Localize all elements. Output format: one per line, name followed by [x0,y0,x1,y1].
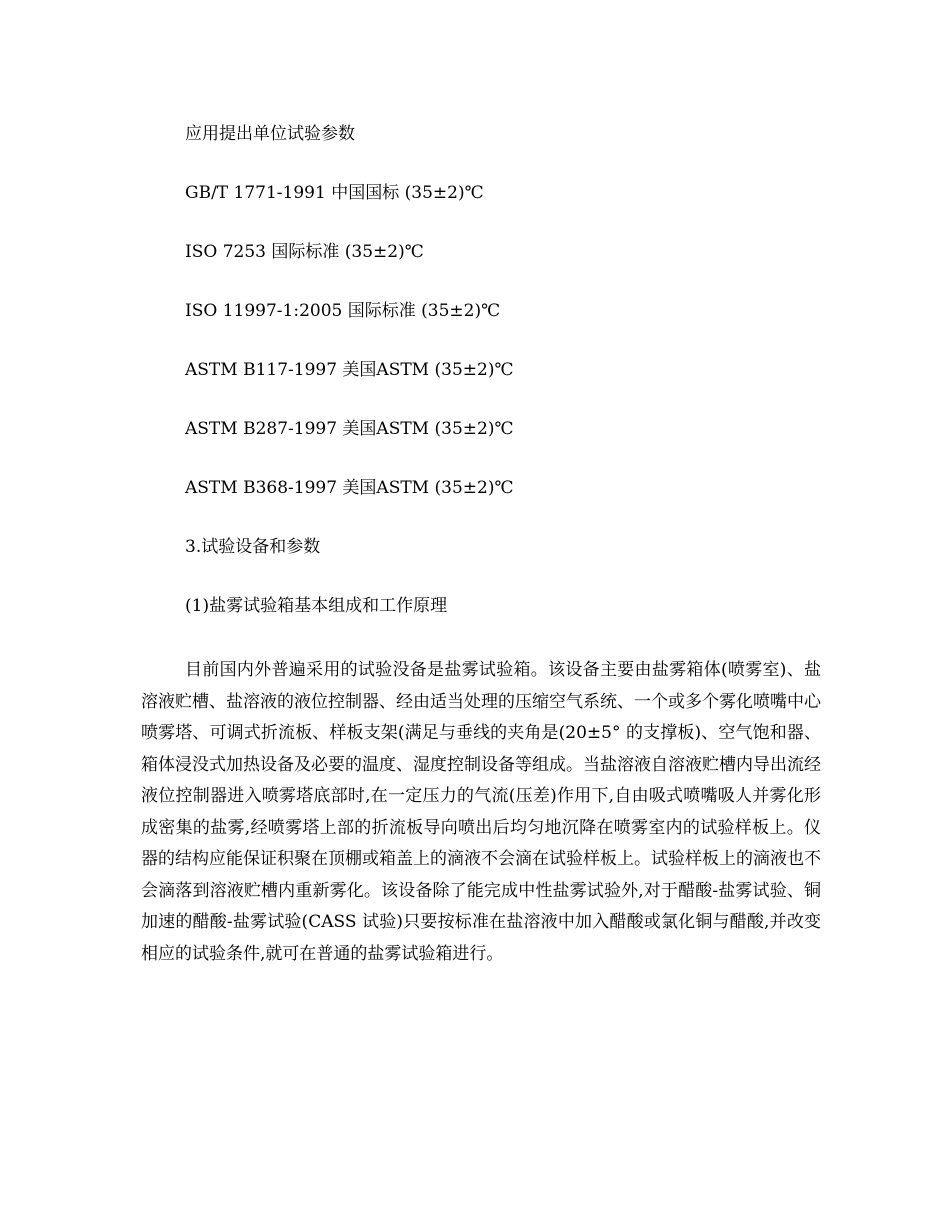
standard-iso-7253: ISO 7253 国际标准 (35±2)℃ [185,242,424,262]
standard-iso-11997: ISO 11997-1:2005 国际标准 (35±2)℃ [185,301,501,321]
standard-astm-b287: ASTM B287-1997 美国ASTM (35±2)℃ [185,419,514,439]
standard-gbt-1771: GB/T 1771-1991 中国国标 (35±2)℃ [185,183,484,203]
body-paragraph: 目前国内外普遍采用的试验没备是盐雾试验箱。该设备主要由盐雾箱体(喷雾室)、盐溶液贮槽、盐溶液的液位控制器、经由适当处理的压缩空气系统、一个或多个雾化喷嘴中心喷雾塔、可调式折流板、样板支架(满足与垂线的夹角是(20±5° 的支撑板)、空气饱和器、箱体浸没式加热设备及必要的温度、湿度控制设备等组成。当盐溶液自溶液贮槽内导出流经液位控制器进入喷雾塔底部时,在一定压力的气流(压差)作用下,自由吸式喷嘴吸人并雾化形成密集的盐雾,经喷雾塔上部的折流板导向喷出后均匀地沉降在喷雾室内的试验样板上。仪器的结构应能保证积聚在顶棚或箱盖上的滴液不会滴在试验样板上。试验样板上的滴液也不会滴落到溶液贮槽内重新雾化。该设备除了能完成中性盐雾试验外,对于醋酸-盐雾试验、铜加速的醋酸-盐雾试验(CASS 试验)只要按标准在盐溶液中加入醋酸或氯化铜与醋酸,并改变相应的试验条件,就可在普通的盐雾试验箱进行。 [141,660,821,964]
subsection-heading-salt-spray: (1)盐雾试验箱基本组成和工作原理 [185,596,448,616]
section-heading-parameters: 应用提出单位试验参数 [185,124,355,144]
section-heading-equipment: 3.试验设备和参数 [185,537,321,557]
standard-astm-b117: ASTM B117-1997 美国ASTM (35±2)℃ [185,360,514,380]
standard-astm-b368: ASTM B368-1997 美国ASTM (35±2)℃ [185,478,514,498]
